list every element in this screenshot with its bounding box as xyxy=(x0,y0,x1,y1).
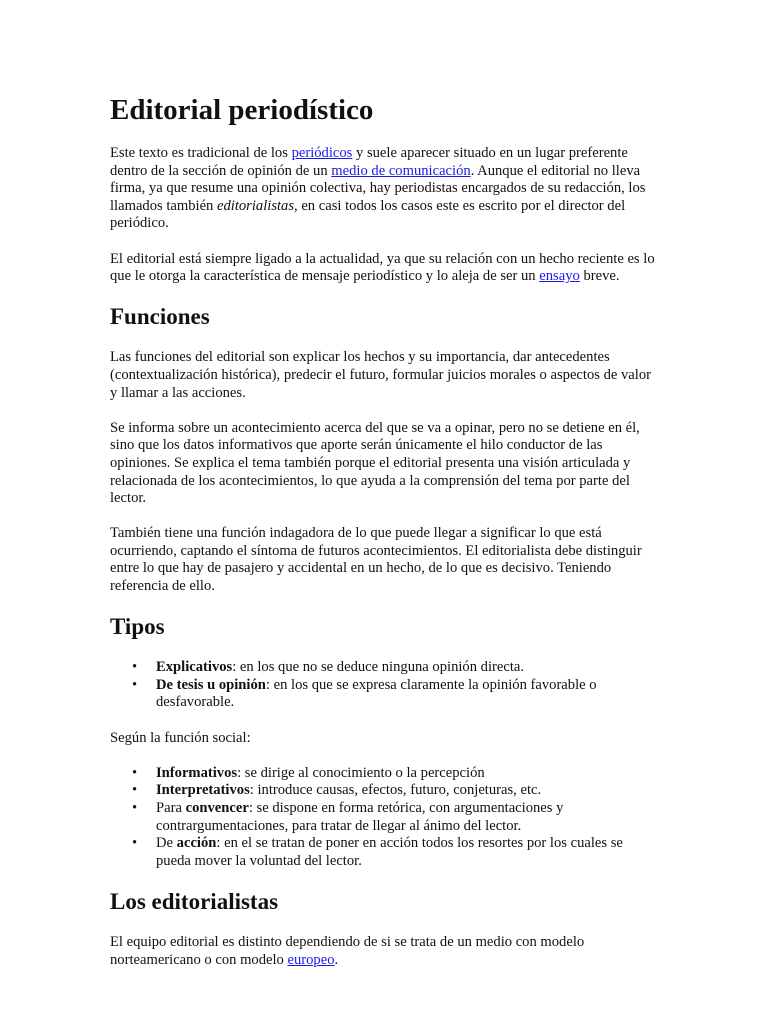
list-item xyxy=(132,659,658,677)
list-item-term: De tesis u opinión xyxy=(156,676,266,693)
list-item-term: Interpretativos xyxy=(156,782,250,799)
list-item-description: : se dirige al conocimiento o la percepción xyxy=(237,764,485,781)
list-item-description: : en los que se expresa claramente la opinión favorable o desfavorable. xyxy=(156,676,597,711)
list-item-prefix: De xyxy=(156,835,177,852)
intro-text-2a: El editorial está siempre ligado a la actualidad, ya que su relación con un hecho reciente es lo que le otorga la característica de mensaje periodístico y lo aleja de ser un xyxy=(110,250,655,285)
list-item-prefix: Para xyxy=(156,800,186,816)
bullet-icon: • xyxy=(132,800,138,816)
intro-text-1a: Este texto es tradicional de los xyxy=(110,145,292,161)
list-item-description: : introduce causas, efectos, futuro, conjeturas, etc. xyxy=(249,782,542,799)
funciones-paragraph-1: Las funciones del editorial son explicar los hechos y su importancia, dar antecedentes (contextualización histórica), predecir el futuro, formular juicios morales o aspectos de valor y llamar a las acciones. xyxy=(110,349,651,401)
intro-text-1d: , en casi todos los casos este es escrito por el director del periódico. xyxy=(110,197,626,232)
intro-paragraph-1 xyxy=(110,145,658,233)
list-item-term: Informativos xyxy=(156,764,238,781)
link-periodicos[interactable]: periódicos xyxy=(291,145,353,161)
list-item-description: : en los que no se deduce ninguna opinión directa. xyxy=(232,659,525,676)
bullet-icon: • xyxy=(132,835,138,852)
intro-text-1c: . Aunque el editorial no lleva firma, ya que resume una opinión colectiva, hay periodistas encargados de su redacción, los llamados también xyxy=(110,162,646,214)
editorialistas-paragraph-1 xyxy=(110,934,658,969)
list-item xyxy=(132,782,658,800)
editorialistas-text-b: . xyxy=(334,951,339,968)
editorialistas-text-a: El equipo editorial es distinto dependiendo de si se trata de un medio con modelo norteamericano o con modelo xyxy=(110,933,585,968)
list-item-term: acción xyxy=(176,835,217,852)
list-item-description: : en el se tratan de poner en acción todos los resortes por los cuales se pueda mover la voluntad del lector. xyxy=(156,835,623,869)
funciones-paragraph-3: También tiene una función indagadora de lo que puede llegar a significar lo que está ocurriendo, captando el síntoma de futuros acontecimientos. El editorialista debe distinguir entre lo que hay de pasajero y accidental en un hecho, de lo que es decisivo. Teniendo referencia de ello. xyxy=(110,525,642,595)
intro-emphasis-editorialistas: editorialistas xyxy=(217,197,295,214)
list-item-term: convencer xyxy=(185,800,249,816)
intro-paragraph-2 xyxy=(110,251,658,286)
link-medio-de-comunicacion[interactable]: medio de comunicación xyxy=(331,162,471,179)
list-item xyxy=(132,800,658,835)
page-title: Editorial periodístico xyxy=(110,94,374,126)
funciones-paragraph-2: Se informa sobre un acontecimiento acerca del que se va a opinar, pero no se detiene en él, sino que los datos informativos que aporte serán únicamente el hilo conductor de las opiniones. Se explica el tema también porque el editorial presenta una visión articulada y relacionada de los acontecimientos, lo que ayuda a la comprensión del tema por parte del lector. xyxy=(110,419,640,507)
bullet-icon: • xyxy=(132,676,138,693)
link-ensayo[interactable]: ensayo xyxy=(539,268,580,285)
list-item-term: Explicativos xyxy=(156,659,233,676)
list-item-description: : se dispone en forma retórica, con argumentaciones y contrargumentaciones, para tratar de llegar al ánimo del lector. xyxy=(156,800,564,834)
intro-text-2b: breve. xyxy=(579,268,620,285)
list-item xyxy=(132,676,658,712)
funcion-social-label: Según la función social: xyxy=(110,729,251,746)
document-page xyxy=(110,92,658,987)
heading-los-editorialistas: Los editorialistas xyxy=(110,888,279,914)
funcion-social-list xyxy=(110,765,658,871)
heading-tipos: Tipos xyxy=(110,614,165,640)
list-item xyxy=(132,764,658,783)
bullet-icon: • xyxy=(132,764,138,781)
tipos-list xyxy=(110,659,658,712)
list-item xyxy=(132,835,658,870)
heading-funciones: Funciones xyxy=(110,304,210,330)
bullet-icon: • xyxy=(132,782,138,799)
link-europeo[interactable]: europeo xyxy=(287,951,335,968)
bullet-icon: • xyxy=(132,659,138,676)
intro-text-1b: y suele aparecer situado en un lugar preferente dentro de la sección de opinión de un xyxy=(110,145,628,179)
